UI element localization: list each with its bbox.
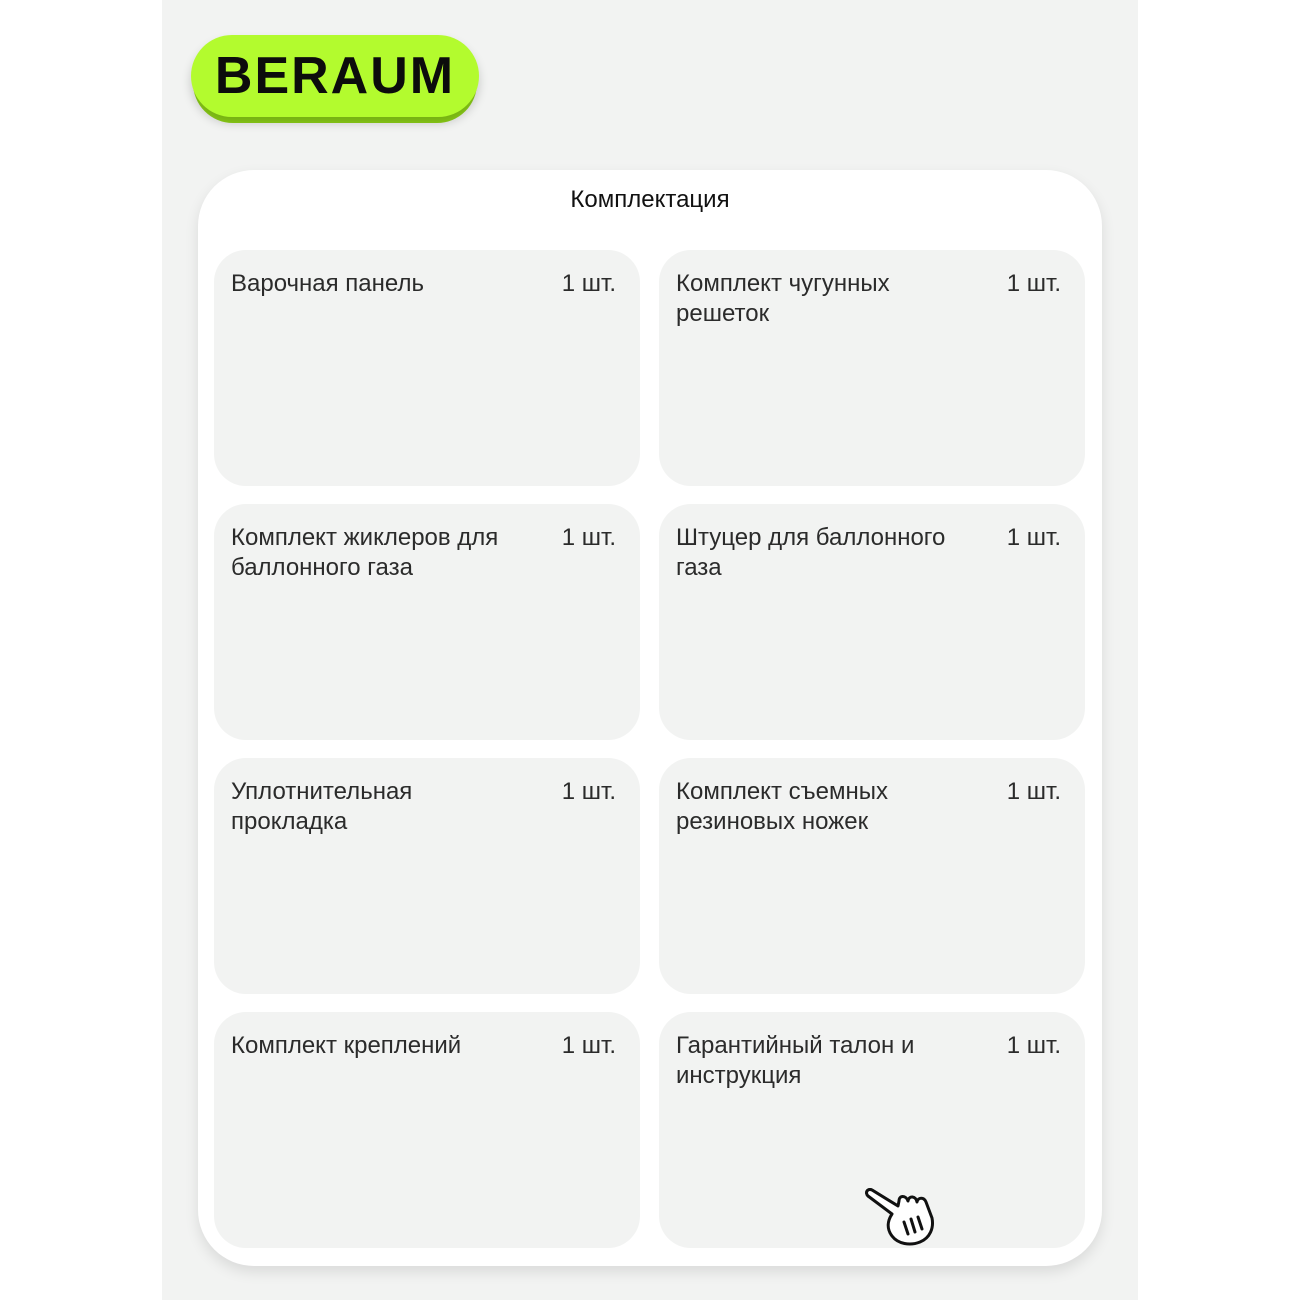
section-title: Комплектация [570, 186, 730, 213]
item-quantity: 1 шт. [1006, 524, 1061, 551]
item-name: Уплотнительная прокладка [231, 778, 413, 835]
item-quantity: 1 шт. [561, 270, 616, 297]
list-item [214, 250, 640, 486]
item-name: Комплект креплений [231, 1032, 462, 1059]
item-quantity: 1 шт. [1006, 270, 1061, 297]
item-name: Штуцер для баллонного газа [676, 524, 946, 581]
item-quantity: 1 шт. [561, 778, 616, 805]
item-name: Варочная панель [231, 270, 424, 297]
list-item [659, 504, 1085, 740]
item-name: Комплект чугунных решеток [676, 270, 890, 327]
logo-text: BERAUM [214, 47, 456, 105]
list-item [214, 1012, 640, 1248]
item-quantity: 1 шт. [561, 524, 616, 551]
list-item [659, 250, 1085, 486]
item-name: Комплект жиклеров для баллонного газа [231, 524, 499, 581]
hand-pointer-icon [862, 1184, 942, 1250]
list-item [659, 758, 1085, 994]
item-quantity: 1 шт. [561, 1032, 616, 1059]
list-item [214, 504, 640, 740]
brand-logo [191, 35, 481, 123]
item-name: Гарантийный талон и инструкция [676, 1032, 915, 1089]
item-quantity: 1 шт. [1006, 1032, 1061, 1059]
list-item [214, 758, 640, 994]
item-name: Комплект съемных резиновых ножек [676, 778, 888, 835]
item-quantity: 1 шт. [1006, 778, 1061, 805]
